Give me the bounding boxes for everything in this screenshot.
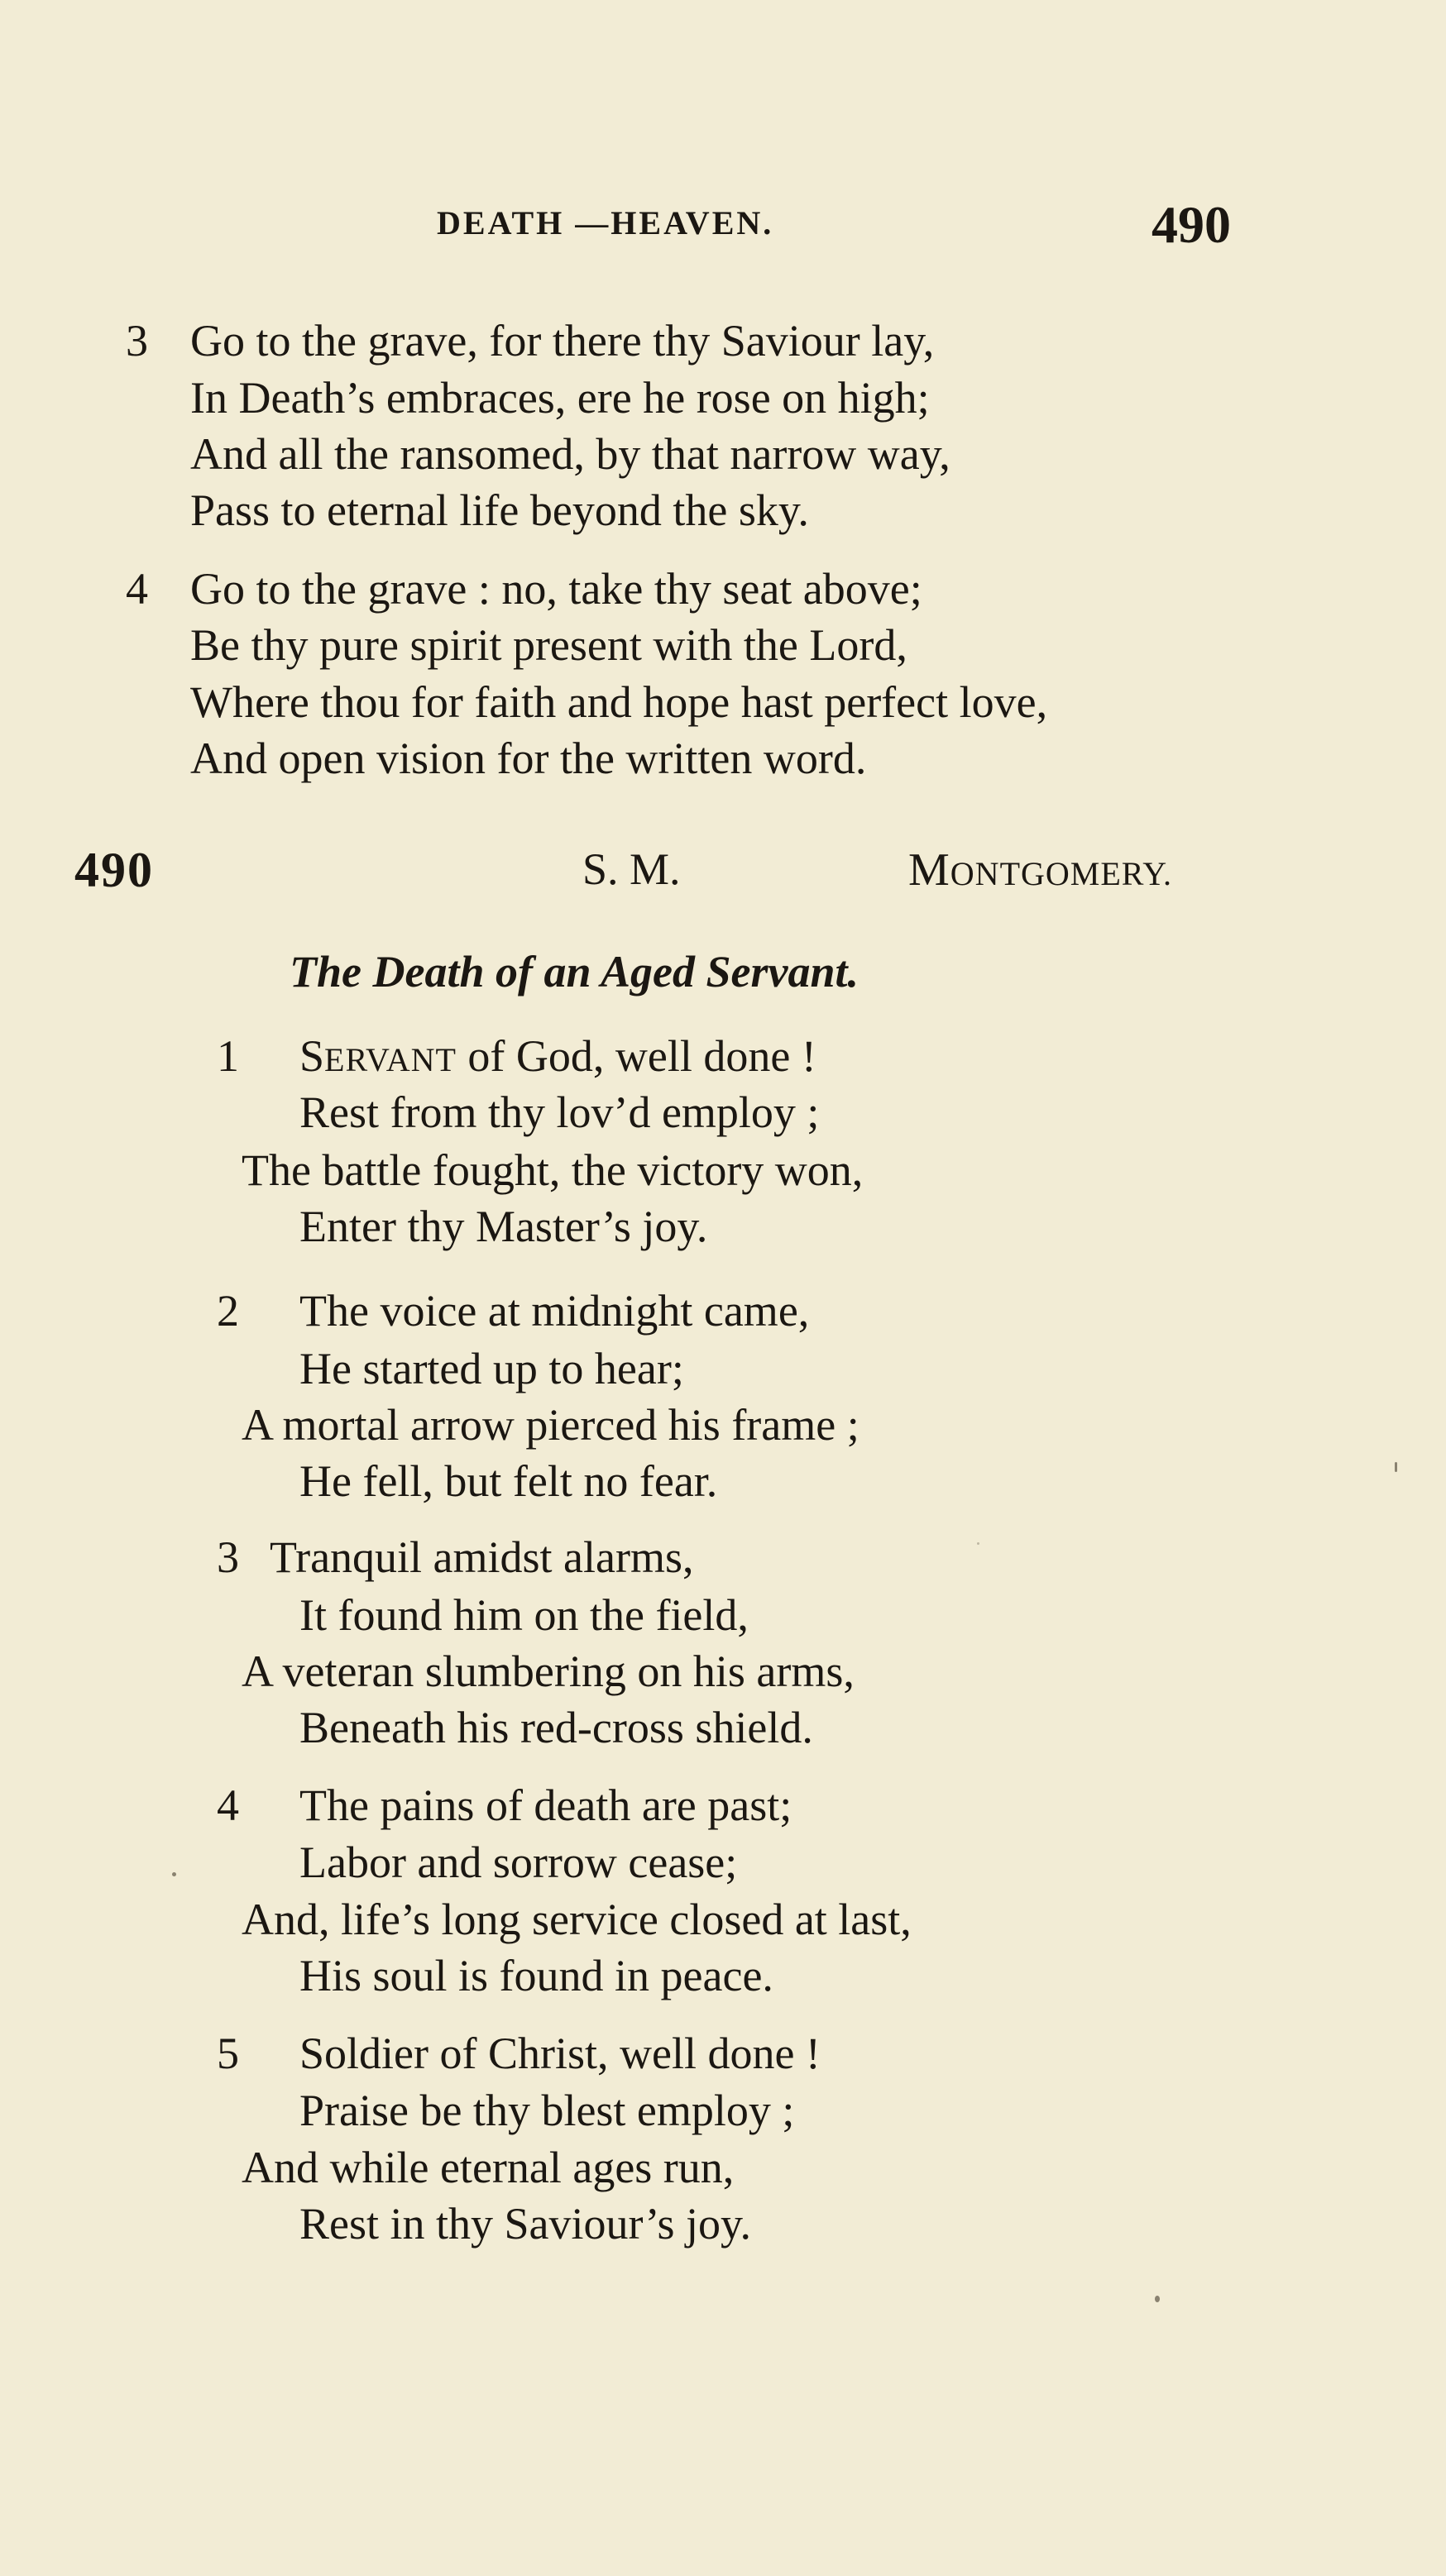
verse-line: And, life’s long service closed at last, bbox=[242, 1895, 912, 1944]
verse-line: Go to the grave : no, take thy seat above; bbox=[190, 564, 922, 614]
verse-line: Rest in thy Saviour’s joy. bbox=[299, 2199, 752, 2249]
verse-line: In Death’s embraces, ere he rose on high; bbox=[190, 373, 930, 423]
verse-line: Be thy pure spirit present with the Lord, bbox=[190, 620, 907, 670]
first-word: SERVANT bbox=[299, 1031, 457, 1081]
verse-line: Pass to eternal life beyond the sky. bbox=[190, 485, 809, 535]
verse-line: A veteran slumbering on his arms, bbox=[242, 1646, 855, 1696]
verse-line: Labor and sorrow cease; bbox=[299, 1838, 738, 1887]
verse-line: He fell, but felt no fear. bbox=[299, 1456, 718, 1506]
verse-line: And all the ransomed, by that narrow way, bbox=[190, 429, 950, 479]
hymn-author bbox=[908, 844, 1172, 896]
verse-line: Tranquil amidst alarms, bbox=[270, 1532, 694, 1582]
hymn-title: The Death of an Aged Servant. bbox=[290, 947, 859, 996]
verse-line: Beneath his red-cross shield. bbox=[299, 1703, 813, 1752]
verse-line: The voice at midnight came, bbox=[299, 1286, 810, 1336]
stanza-number: 3 bbox=[126, 316, 148, 366]
verse-line: He started up to hear; bbox=[299, 1344, 684, 1393]
verse-line: The pains of death are past; bbox=[299, 1780, 792, 1830]
page-number: 490 bbox=[1152, 195, 1231, 254]
verse-line: His soul is found in peace. bbox=[299, 1951, 773, 2000]
stanza-number: 5 bbox=[217, 2029, 239, 2078]
verse-line: SERVANT of God, well done ! bbox=[299, 1031, 816, 1081]
verse-line: Praise be thy blest employ ; bbox=[299, 2086, 795, 2135]
verse-line: Soldier of Christ, well done ! bbox=[299, 2029, 821, 2078]
verse-line: The battle fought, the victory won, bbox=[242, 1145, 864, 1195]
paper-speck bbox=[1395, 1462, 1397, 1472]
verse-line: And while eternal ages run, bbox=[242, 2143, 735, 2192]
stanza-number: 4 bbox=[126, 564, 148, 614]
hymn-meter: S. M. bbox=[582, 844, 681, 894]
verse-line: Go to the grave, for there thy Saviour lay, bbox=[190, 316, 935, 366]
stanza-number: 2 bbox=[217, 1286, 239, 1336]
paper-speck bbox=[1155, 2296, 1160, 2302]
verse-line: Where thou for faith and hope hast perfect love, bbox=[190, 677, 1048, 727]
stanza-number: 4 bbox=[217, 1780, 239, 1830]
verse-line: A mortal arrow pierced his frame ; bbox=[242, 1400, 859, 1450]
verse-line: And open vision for the written word. bbox=[190, 734, 867, 783]
hymn-number: 490 bbox=[74, 843, 154, 897]
author-initial: M bbox=[908, 844, 950, 896]
running-title: DEATH —HEAVEN. bbox=[437, 204, 774, 241]
verse-line: Enter thy Master’s joy. bbox=[299, 1202, 708, 1251]
author-rest: ONTGOMERY. bbox=[950, 855, 1172, 892]
paper-speck bbox=[977, 1542, 979, 1545]
paper-speck bbox=[172, 1872, 176, 1876]
stanza-number: 1 bbox=[217, 1031, 239, 1081]
stanza-number: 3 bbox=[217, 1532, 239, 1582]
verse-line: It found him on the field, bbox=[299, 1590, 749, 1640]
verse-line: Rest from thy lov’d employ ; bbox=[299, 1087, 820, 1137]
